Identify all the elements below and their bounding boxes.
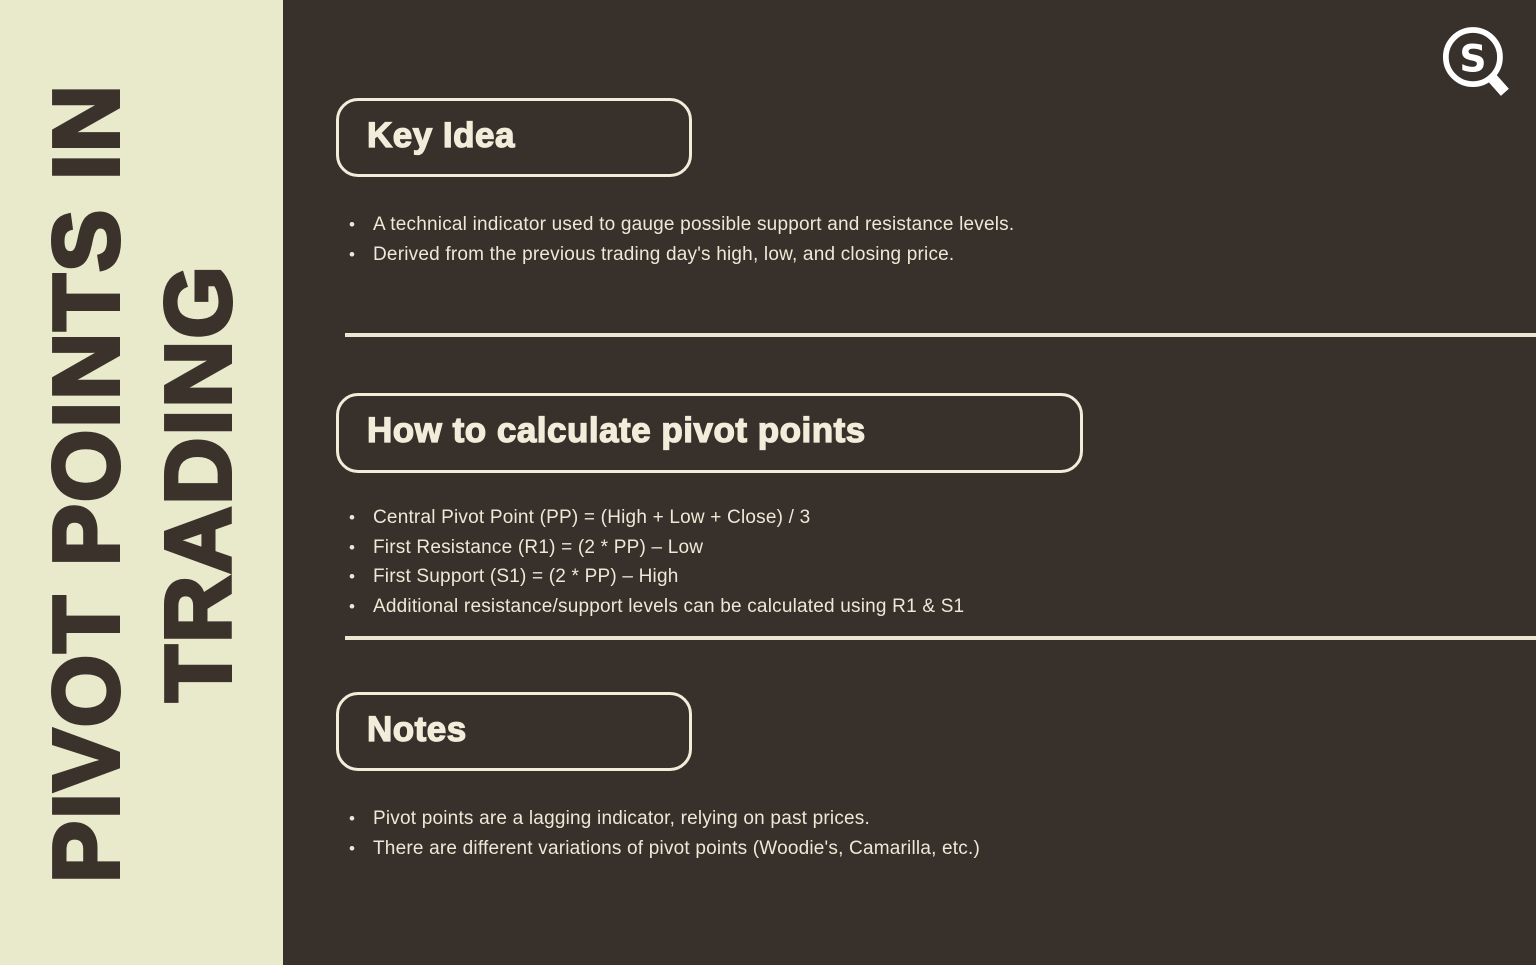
bullet-text: There are different variations of pivot points (Woodie's, Camarilla, etc.) [373,837,980,859]
page-title [30,83,254,883]
bullet-icon: • [349,809,356,828]
list-item [349,240,1014,270]
section-header-notes [336,692,692,771]
notes-bullet-list [349,804,980,863]
bullet-text: A technical indicator used to gauge possible support and resistance levels. [373,214,1015,235]
list-item [349,592,964,622]
page-title-line2: TRADING [145,263,250,702]
content-area [283,0,1536,965]
section-divider [345,333,1536,337]
calculation-bullet-list [349,503,964,621]
bullet-icon: • [349,244,356,264]
bullet-text: Additional resistance/support levels can be calculated using R1 & S1 [373,595,965,617]
section-heading: How to calculate pivot points [367,411,866,450]
svg-text:S: S [1459,36,1487,81]
section-header-calculation [336,393,1083,473]
bullet-text: Pivot points are a lagging indicator, relying on past prices. [373,808,870,829]
bullet-text: First Support (S1) = (2 * PP) – High [373,566,679,587]
section-header-key-idea [336,98,692,177]
list-item [349,210,1014,240]
list-item [349,503,964,533]
title-sidebar [0,0,283,965]
section-heading: Notes [367,709,467,749]
bullet-icon: • [349,567,356,586]
bullet-icon: • [349,215,356,234]
bullet-icon: • [349,596,356,616]
list-item [349,834,980,864]
list-item [349,804,980,834]
key-idea-bullet-list [349,210,1014,269]
bullet-icon: • [349,537,356,557]
bullet-text: Central Pivot Point (PP) = (High + Low + Close) / 3 [373,507,811,528]
bullet-icon: • [349,838,356,858]
bullet-text: First Resistance (R1) = (2 * PP) – Low [373,536,704,558]
list-item [349,562,964,592]
list-item [349,533,964,563]
bullet-icon: • [349,508,356,527]
bullet-text: Derived from the previous trading day's high, low, and closing price. [373,243,955,265]
s-magnifier-logo-icon [1436,20,1518,104]
section-divider [345,636,1536,640]
page-title-line1: PIVOT POINTS IN [33,82,138,883]
section-heading: Key Idea [367,115,515,155]
